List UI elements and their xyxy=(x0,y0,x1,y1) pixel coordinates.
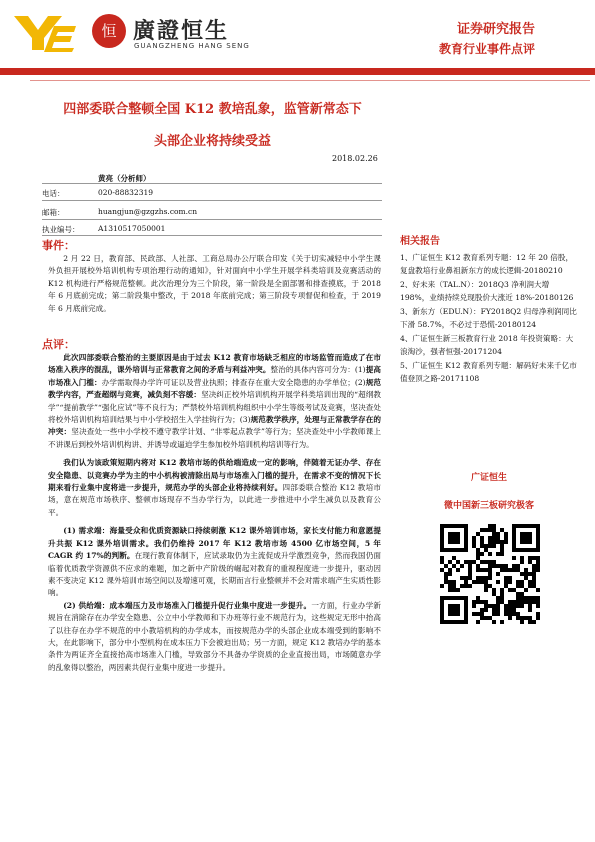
hengsheng-logo-icon: 恒 xyxy=(92,14,126,48)
related-report-item[interactable]: 1、广证恒生 K12 教育系列专题：12 年 20 倍股，复盘教培行业鼻祖新东方的成长逻辑-20180210 xyxy=(400,253,574,275)
report-date: 2018.02.26 xyxy=(332,154,378,163)
report-title-line2: 头部企业将持续受益 xyxy=(153,134,271,149)
comment-text: 坚决查处一些中小学校不遵守教学计划、“非零起点教学”等行为；坚决查处中小学教师课上不讲课后到校外培训机构讲、并诱导或逼迫学生参加校外培训机构培训等行为。 xyxy=(48,427,382,449)
license-label: 执业编号： xyxy=(42,225,80,234)
event-heading: 事件： xyxy=(42,239,75,252)
comment-bold-text: 规范教学秩序，处理与正常教学存在的冲突： xyxy=(48,415,381,437)
divider xyxy=(42,235,382,236)
comment-text: 四部委联合整治 K12 教培市场，意在规范市场秩序、整顿市场现存不当办学行为，以此进一步推进中小学生减负以及教育公平。 xyxy=(48,483,381,517)
divider xyxy=(42,200,382,201)
header-thin-divider xyxy=(30,80,590,81)
sidebar-brand: 广证恒生 xyxy=(470,473,507,483)
phone-value: 020-88832319 xyxy=(98,188,154,197)
comment-heading: 点评： xyxy=(42,338,75,351)
license-value: A1310517050001 xyxy=(98,224,166,233)
qr-code-icon xyxy=(440,524,540,624)
comment-paragraph-1 xyxy=(48,352,381,451)
related-reports-heading: 相关报告 xyxy=(400,236,440,247)
related-report-item[interactable]: 5、广证恒生 K12 教育系列专题：解码好未来千亿市值登顶之路-20171108 xyxy=(400,361,577,383)
comment-text: 一方面，行业办学新规旨在消除存在办学安全隐患、公立中小学教师和下办班等行业不规范行为，这些规定无形中抬高了以往存在办学不规范的中小教培机构的办学成本，而按规范办学的头部企业成本端受到的影响不大，在此影响下，部分中小型机构在成本压力下会被迫出局；另一方面，规定 K12 教培办学的基本条件为两证齐全直接抬高市场准入门槛，导致部分不具备办学资质的企业直接出局，市场随意办学的乱象得以整治，两因素共促行业集中度进一步提升。 xyxy=(48,600,381,672)
report-subtype: 教育行业事件点评 xyxy=(438,42,535,56)
comment-bold-text: 规范教学内容，严查超纲与竞赛，减负刻不容缓： xyxy=(48,377,381,400)
comment-bold-text: (2) 供给端：成本端压力及市场准入门槛提升促行业集中度进一步提升。 xyxy=(63,600,312,610)
wechat-account-name: 微中国新三板研究极客 xyxy=(443,501,534,511)
comment-text: 坚决纠正校外培训机构开展学科类培训出现的“超纲教学”“提前教学”“强化应试”等不良行为；严禁校外培训机构组织中小学生等级考试及竞赛，坚决查处将校外培训机构培训结果与中小学校招生入学挂钩行为；(3) xyxy=(48,390,381,425)
related-report-item[interactable]: 3、新东方（EDU.N）：FY2018Q2 归母净利润同比下滑 58.7%，不必过于恐慌-20180124 xyxy=(400,307,577,329)
brand-name-cn: 廣證恒生 xyxy=(133,19,230,44)
event-body xyxy=(48,253,381,315)
comment-bold-text: 我们认为该政策短期内将对 K12 教培市场的供给端造成一定的影响，伴随着无证办学、存在安全隐患、以竞赛办学为主的中小机构被清除出局与市场准入门槛的提升，在需求不变的情况下长期来看行业集中度将进一步提升，规范办学的头部企业将持续利好。 xyxy=(48,458,381,493)
comment-text: 整治的具体内容可分为：(1) xyxy=(270,365,366,375)
email-value: huangjun@gzgzhs.com.cn xyxy=(98,207,198,216)
related-reports-list xyxy=(400,252,578,387)
ye-logo-icon xyxy=(14,12,76,52)
comment-body xyxy=(48,352,381,674)
email-label: 邮箱： xyxy=(42,208,65,217)
comment-bold-text: 提高市场准入门槛： xyxy=(48,365,382,387)
header-divider xyxy=(0,68,595,75)
phone-label: 电话： xyxy=(42,189,65,198)
report-title-line1: 四部委联合整顿全国 K12 教培乱象，监管新常态下 xyxy=(63,102,362,117)
event-paragraph: 2 月 22 日，教育部、民政部、人社部、工商总局办公厅联合印发《关于切实减轻中小学生课外负担开展校外培训机构专项治理行动的通知》，针对面向中小学生开展学科类培训及竞赛活动的 K12 机构进行严格规范整顿。此次治理分为三个阶段，第一阶段是全面部署和排查摸底，于 2018 年 6 月底前完成；第二阶段集中整改，于 2018 年底前完成；第三阶段专项督促和检查，于 2019 年 6 月底前完成。 xyxy=(48,254,381,313)
related-report-item[interactable]: 2、好未来（TAL.N）：2018Q3 净利润大增 198%，业绩持续兑现股价大涨近 18%-20180126 xyxy=(400,280,574,302)
divider xyxy=(42,219,382,220)
analyst-name: 黄亮（分析师） xyxy=(98,174,151,183)
comment-bold-text: (1) 需求端：海量受众和优质资源缺口持续刺激 K12 课外培训市场，家长支付能力和意愿提升共振 K12 课外培训需求。我们仍维持 2017 年 K12 教培市场 4500 亿市场空间，5 年 CAGR 约 17%的判断。 xyxy=(48,526,381,561)
comment-bold-text: 此次四部委联合整治的主要原因是由于过去 K12 教育市场缺乏相应的市场监管而造成了在市场准入秩序的混乱，课外培训与正常教育之间的矛盾与利益冲突。 xyxy=(48,353,381,375)
comment-paragraph-3 xyxy=(48,525,381,599)
comment-text: 办学需取得办学许可证以及营业执照；排查存在重大安全隐患的办学单位；(2) xyxy=(101,377,366,387)
comment-text: 在现行教育体制下，应试录取仍为主流促成升学激烈竞争，然而我国仍面临着优质教学资源供不应求的难题，加之新中产阶级的崛起对教育的重视程度进一步提升，驱动因素不变决定 K12 课外培训市场空间以及增速可观，长期而言行业整顿并不会对需求端产生实质性影响。 xyxy=(48,551,381,598)
report-type: 证券研究报告 xyxy=(456,22,535,37)
comment-paragraph-4 xyxy=(48,600,381,674)
related-report-item[interactable]: 4、广证恒生新三板教育行业 2018 年投资策略：大浪淘沙，强者恒强-20171204 xyxy=(400,334,574,356)
comment-paragraph-2 xyxy=(48,457,381,519)
brand-name-en: GUANGZHENG HANG SENG xyxy=(134,42,250,50)
divider xyxy=(42,183,382,184)
